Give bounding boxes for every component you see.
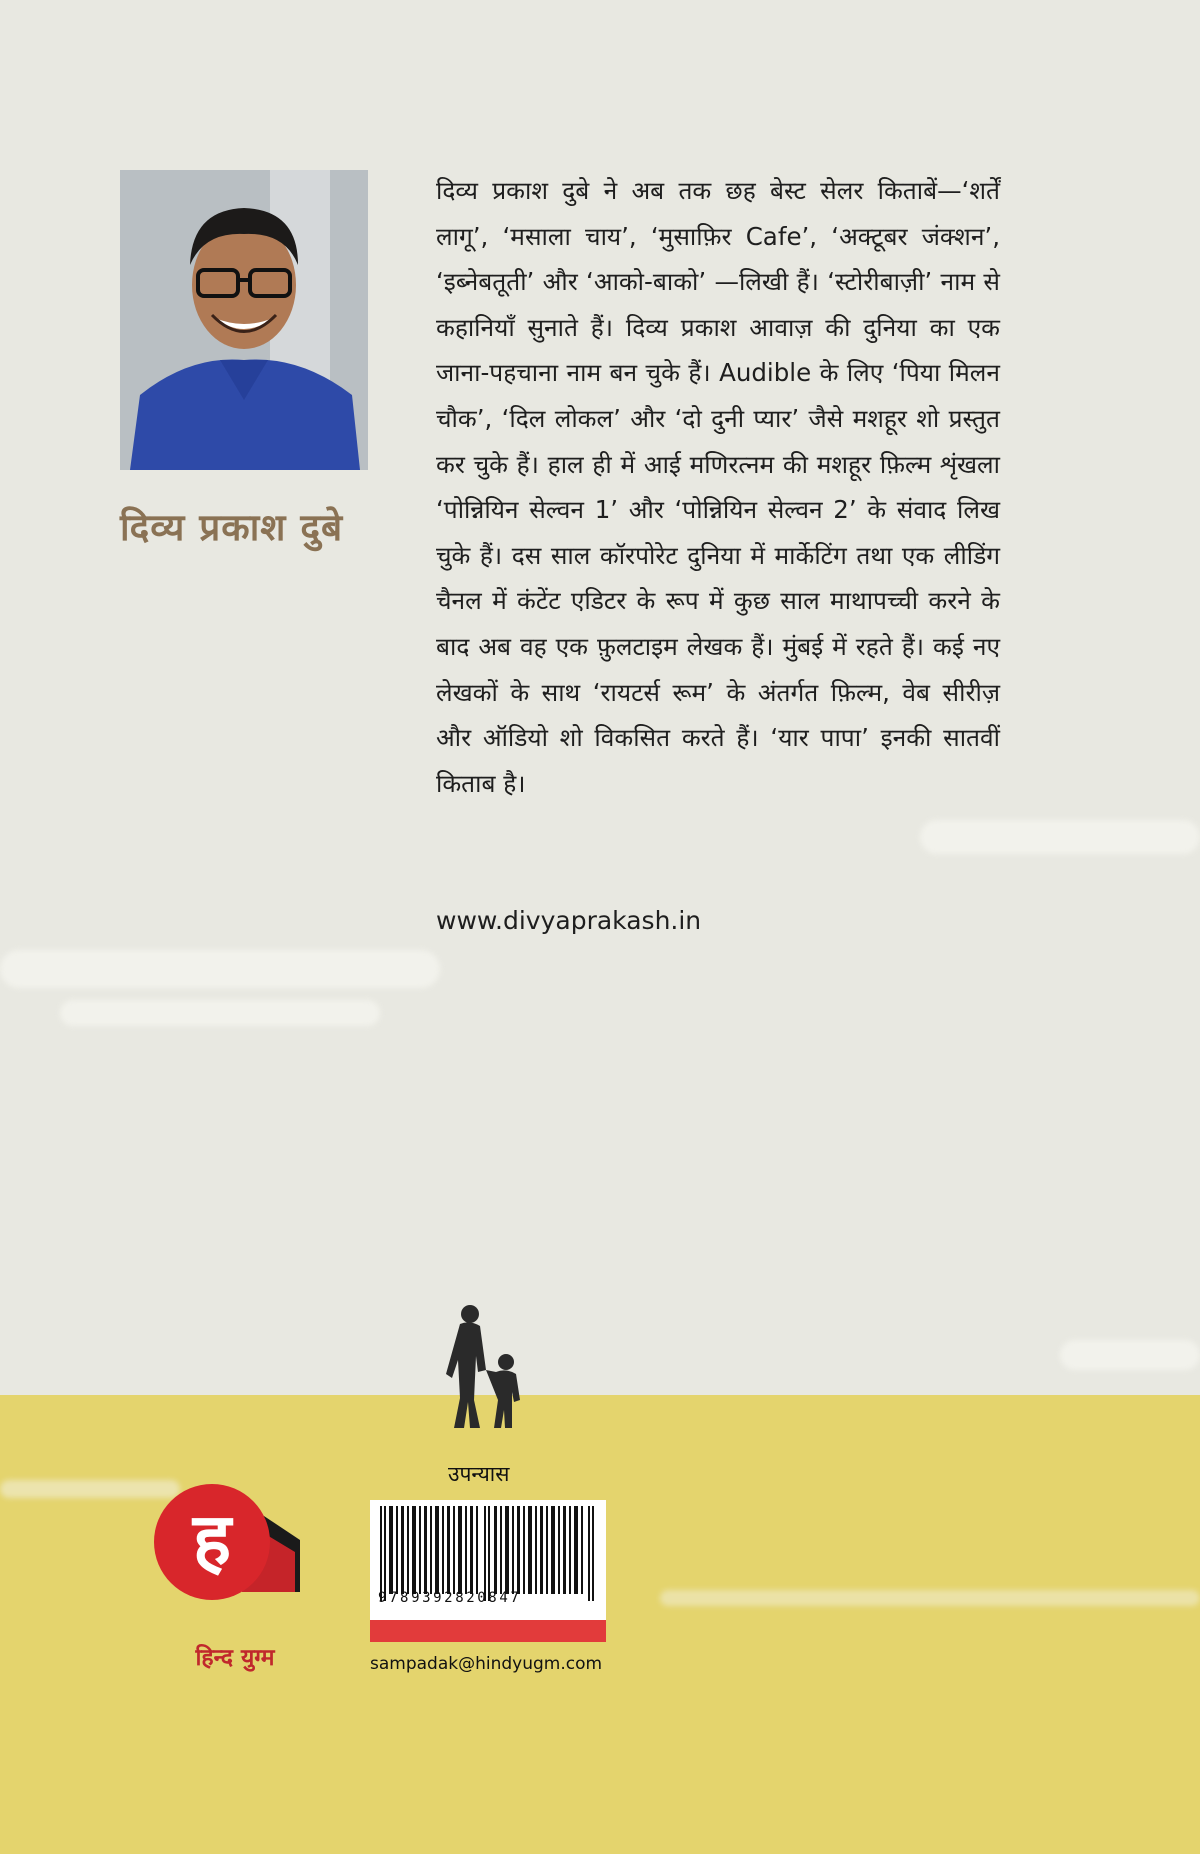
brush-stroke <box>660 1590 1200 1606</box>
publisher-email[interactable]: sampadak@hindyugm.com <box>370 1654 603 1674</box>
publisher-name: हिन्द युग्म <box>195 1645 275 1671</box>
brush-stroke <box>1060 1340 1200 1370</box>
author-website[interactable]: www.divyaprakash.in <box>436 906 702 935</box>
genre-label: उपन्यास <box>448 1462 510 1486</box>
author-name: दिव्य प्रकाश दुबे <box>120 506 344 549</box>
isbn-number: 9789392820847 <box>378 1590 522 1606</box>
hind-yugm-logo-icon <box>150 1480 310 1600</box>
brush-stroke <box>60 1000 380 1026</box>
author-bio: दिव्य प्रकाश दुबे ने अब तक छह बेस्ट सेलर किताबें—‘शर्तें लागू’, ‘मसाला चाय’, ‘मुसाफ़िर Cafe’, ‘अक्टूबर जंक्शन’, ‘इब्नेबतूती’ और ‘आको-बाको’ —लिखी हैं। ‘स्टोरीबाज़ी’ नाम से कहानियाँ सुनाते हैं। दिव्य प्रकाश आवाज़ की दुनिया का एक जाना-पहचाना नाम बन चुके हैं। Audible के लिए ‘पिया मिलन चौक’, ‘दिल लोकल’ और ‘दो दुनी प्यार’ जैसे मशहूर शो प्रस्तुत कर चुके हैं। हाल ही में आई मणिरत्नम की मशहूर फ़िल्म शृंखला ‘पोन्नियिन सेल्वन 1’ और ‘पोन्नियिन सेल्वन 2’ के संवाद लिख चुके हैं। दस साल कॉरपोरेट दुनिया में मार्केटिंग तथा एक लीडिंग चैनल में कंटेंट एडिटर के रूप में कुछ साल माथापच्ची करने के बाद अब वह एक फ़ुलटाइम लेखक हैं। मुंबई में रहते हैं। कई नए लेखकों के साथ ‘रायटर्स रूम’ के अंतर्गत फ़िल्म, वेब सीरीज़ और ऑडियो शो विकसित करते हैं। ‘यार पापा’ इनकी सातवीं किताब है। <box>436 176 1000 798</box>
barcode-red-stripe <box>370 1620 606 1642</box>
brush-stroke <box>0 950 440 988</box>
brush-stroke <box>920 820 1200 854</box>
author-photo <box>120 170 368 470</box>
svg-text:ह: ह <box>192 1497 232 1581</box>
isbn-barcode <box>370 1500 606 1640</box>
father-child-silhouette-icon <box>430 1300 540 1430</box>
